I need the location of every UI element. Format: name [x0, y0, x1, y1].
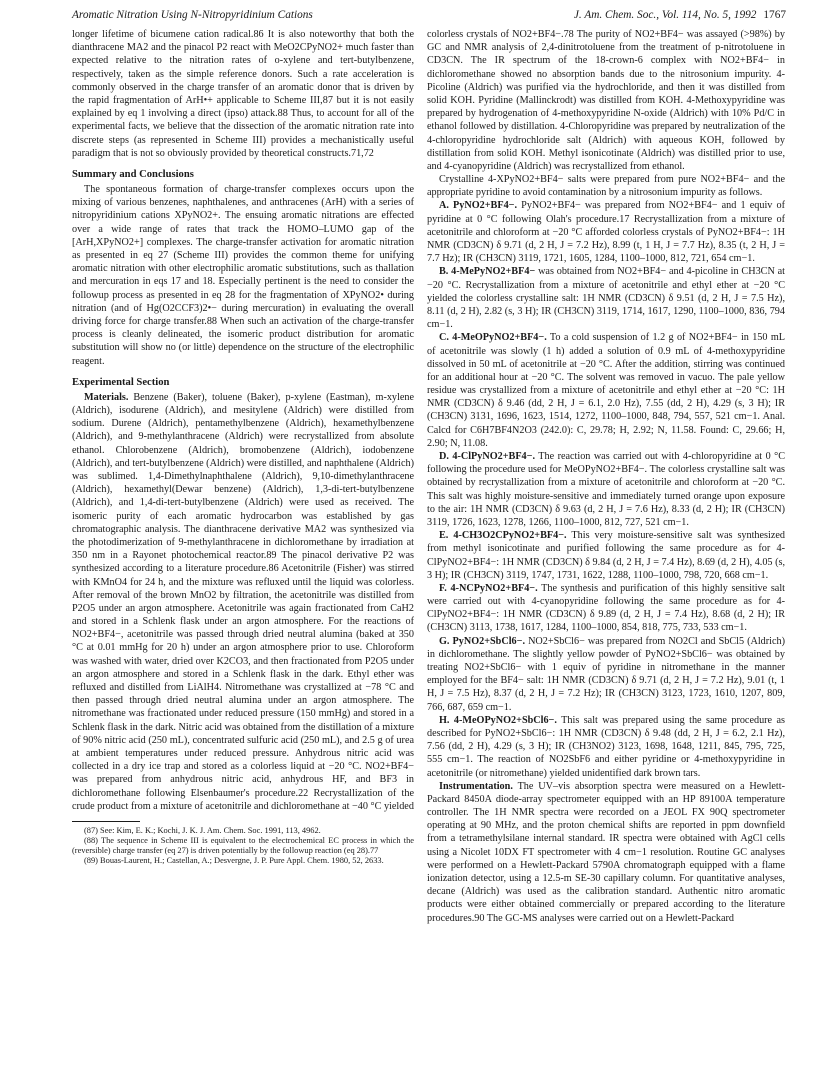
run-in-head-e: E. 4-CH3O2CPyNO2+BF4−. — [439, 530, 567, 542]
prep-d-text: The reaction was carried out with 4-chloropyridine at 0 °C following the procedure used for MeOPyNO2+BF4−. The colorless crystalline salt was obtained by recrystallization from a mixture of acetonitrile and chloroform at −20 °C. This salt was highly moisture-sensitive and immediately turned orange upon exposure to the air: 1H NMR (CD3CN) δ 9.63 (d, 2 H, J = 7.6 Hz), 8.33 (d, 2 H); IR (CH3CN) 3119, 1726, 1623, 1278, 1266, 1100–1000, 812, 727, 521 cm−1. — [427, 451, 786, 528]
prep-g-text: NO2+SbCl6− was prepared from NO2Cl and SbCl5 (Aldrich) in dichloromethane. The slightly yellow powder of PyNO2+SbCl6− was obtained by treating NO2+SbCl6− with 1 equiv of pyridine in nitromethane in the manner employed for the BF4− salt: 1H NMR (CD3CN) δ 9.71 (d, 2 H, J = 7.2 Hz), 9.01 (t, 1 H, J = 7.5 Hz), 8.37 (d, 2 H, J = 7.2 Hz); IR (CH3CN) 3123, 1723, 1610, 1207, 809, 766, 687, 659 cm−1. — [427, 635, 786, 713]
prep-h-text: This salt was prepared using the same procedure as described for PyNO2+SbCl6−: 1H NMR (CD3CN) δ 9.48 (dd, 2 H, J = 6.2, 2.1 Hz), 7.56 (dd, 2 H), 4.29 (s, 3 H); IR (CH3NO2) 3123, 1698, 1648, 1211, 845, 795, 725, 555 cm−1. The reaction of NO2SbF6 and either pyridine or 4-methoxypyridine in acetonitrile (or nitromethane) yielded unidentified dark brown tars. — [427, 714, 785, 779]
paragraph-prep-a — [427, 199, 785, 265]
paragraph-summary: The spontaneous formation of charge-transfer complexes occurs upon the mixing of various benzenes, naphthalenes, and anthracenes (ArH) with a series of nitropyridinium cations XPyNO2+. The ensuing aromatic nitrations are effected over a wide range of rates that track the HOMO–LUMO gap of the [ArH,XPyNO2+] complexes. The charge-transfer activation for aromatic nitration as presented in eq 27 (Scheme III) provides the common theme for unifying aromatic nitration with other electrophilic aromatic substitutions, such as thallation and mercuration in eqs 17 and 18. Especially pertinent is the need to consider the followup process as presented in eq 28 for the fragmentation of XPyNO2• during nitration (and of Hg(O2CCF3)2•− during mercuration) in evaluating the overall driving force for charge transfer.88 When such an activation of the charge-transfer process is cleanly delineated, the isomeric product distribution for aromatic substitution will show no (or little) dependence on the structure of the electrophilic reagent. — [72, 184, 414, 367]
prep-e-text: This very moisture-sensitive salt was synthesized from methyl isonicotinate and purified following the same procedure as for 4-ClPyNO2+BF4−: 1H NMR (CD3CN) δ 9.84 (d, 2 H, J = 7.4 Hz), 8.69 (d, 2 H), 4.05 (s, 3 H); IR (CH3CN) 3119, 1747, 1731, 1622, 1288, 1100–1000, 798, 720, 668 cm−1. — [427, 530, 785, 581]
run-in-head-materials: Materials. — [84, 391, 129, 403]
footnote-88: (88) The sequence in Scheme III is equivalent to the electrochemical EC process in which the (reversible) charge transfer (eq 27) is driven potentially by the followup reaction (eq 28).77 — [72, 835, 414, 856]
paragraph-discussion-end: longer lifetime of bicumene cation radical.86 It is also noteworthy that both the dianthracene MA2 and the pinacol P2 react with MeO2CPyNO2+ much faster than expected relative to the nitration rates of o-xylene and tert-butylbenzene, respectively, taken as the simple reference donors. Such a rate acceleration is commonly observed in the charge transfer of an aromatic donor that is driven by the rapid fragmentation of ArH•+ applicable to Scheme III,87 but it is not easily explained by eq 1 involving a direct (ipso) attack.88 Thus, to account for all of the experimental facts, we believe that the dissection of the aromatic nitration rate into discrete steps (as represented in Scheme III) provides a mechanistically useful paradigm that is not so obviously provided by theoretical constructs.71,72 — [72, 29, 414, 159]
journal-citation: J. Am. Chem. Soc., Vol. 114, No. 5, 1992 — [573, 9, 757, 21]
prep-b-text: was obtained from NO2+BF4− and 4-picoline in CH3CN at −20 °C. Recrystallization from a mixture of acetonitrile and ethyl ether at −20 °C yielded the colorless crystalline salt: 1H NMR (CD3CN) δ 9.51 (d, 2 H, J = 7.5 Hz), 8.11 (d, 2 H), 2.82 (s, 3 H); IR (CH3CN) 3119, 1714, 1617, 1290, 1100–1000, 836, 794 cm−1. — [427, 266, 786, 331]
prep-a-text: PyNO2+BF4− was prepared from NO2+BF4− and 1 equiv of pyridine at 0 °C following Olah's procedure.17 Recrystallization from a mixture of acetonitrile and chloroform at −20 °C afforded colorless crystals of PyNO2+BF4−: 1H NMR (CD3CN) δ 9.71 (d, 2 H, J = 7.2 Hz), 8.99 (t, 1 H, J = 7.7 Hz), 8.35 (t, 2 H, J = 7.7 Hz); IR (CH3CN) 3119, 1721, 1605, 1284, 1100–1000, 812, 721, 654 cm−1. — [427, 200, 786, 265]
prep-c-text: To a cold suspension of 1.2 g of NO2+BF4− in 150 mL of acetonitrile was slowly (1 h) added a solution of 0.9 mL of 4-methoxypyridine dissolved in 50 mL of acetonitrile at −20 °C. After the addition, stirring was continued for an additional hour at −20 °C. The solvent was removed in vacuo. The pale yellow residue was crystallized from a mixture of acetonitrile and ethyl ether at −20 °C: 1H NMR (CD3CN) δ 9.46 (dd, 2 H, J = 6.1, 2.0 Hz), 7.55 (dd, 2 H), 4.29 (s, 3 H); IR (CH3CN) 3131, 1696, 1623, 1514, 1272, 1100–1000, 848, 794, 557, 521 cm−1. Anal. Calcd for C6H7BF4N2O3 (242.0): C, 29.78; H, 2.92; N, 11.58. Found: C, 29.66; H, 2.90; N, 11.08. — [427, 332, 785, 449]
paragraph-prep-d — [427, 450, 785, 529]
paragraph-instrumentation — [427, 780, 785, 925]
materials-text: Benzene (Baker), toluene (Baker), p-xylene (Eastman), m-xylene (Aldrich), isodurene (Aldrich), and mesitylene (Aldrich) were distilled from sodium. Durene (Aldrich), pentamethylbenzene (Aldrich), hexamethylbenzene (Aldrich), and 9-methylanthracene (Aldrich) were recrystallized from absolute ethanol. Chlorobenzene (Aldrich), bromobenzene (Aldrich), iodobenzene (Aldrich), and tert-butylbenzene (Aldrich) were distilled, and naphthalene (Aldrich) was sublimed. 1,4-Dimethylnaphthalene (Aldrich), 9,10-dimethylanthracene (Aldrich), hexamethyl(Dewar benzene) (Aldrich), 1,3-di-tert-butylbenzene (Aldrich), and 1,4-di-tert-butylbenzene (Aldrich) were used as received. The isomeric purity of each aromatic hydrocarbon was established by gas chromatographic analysis. The dianthracene derivative MA2 was synthesized via the photodimerization of 9-methylanthracene in dichloromethane by irradiation at 350 nm in a Rayonet photochemical reactor.89 The pinacol derivative P2 was synthesized according to a literature procedure.86 Acetonitrile (Fisher) was stirred with KMnO4 for 24 h, and the mixture was refluxed until the liquid was colorless. After removal of the brown MnO2 by filtration, the acetonitrile was distilled from P2O5 under an argon atmosphere. Acetonitrile was again fractionated from CaH2 and stored in a Schlenk flask under an argon atmosphere. For the reactions of NO2+BF4−, acetonitrile was passed through dried neutral alumina (baked at 350 °C at 0.01 mmHg for 20 h) under an argon atmosphere prior to use. Chloroform was washed with water, dried over K2CO3, and then fractionated from P2O5 under an argon atmosphere and stored in a Schlenk flask in the dark. Ethyl ether was refluxed and distilled from LiAlH4. Nitromethane was crystallized at −78 °C and then passed through dried neutral alumina under an argon atmosphere. The nitromethane was fractionated under reduced pressure (150 mmHg) and stored in a Schlenk flask in the dark. Nitric acid was obtained from the distillation of a mixture of 90% nitric acid (250 mL), concentrated sulfuric acid (250 mL), and 2.5 g of urea at ambient temperatures under reduced pressure. Anhydrous nitric acid was collected in a dry ice trap and stored as a colorless liquid at −20 °C. NO2+BF4− was prepared from anhydrous nitric acid, anhydrous HF, and BF3 in dichloromethane following Elsenbaumer's procedure.22 Recrystallization of the crude product from a mixture of acetonitrile and dichloromethane at −40 °C yielded — [72, 391, 414, 812]
paragraph-prep-b — [427, 265, 785, 331]
instrumentation-text: The UV–vis absorption spectra were measured on a Hewlett-Packard 8450A diode-array spectrometer equipped with an HP 89100A temperature controller. The 1H NMR spectra were recorded on a JEOL FX 90Q spectrometer operating at 90 MHz, and the proton chemical shifts are reported in ppm downfield from a tetramethylsilane internal standard. IR spectra were obtained with AgCl cells using a Nicolet 10DX FT spectrometer with 4 cm−1 resolution. Routine GC analyses were performed on a Hewlett-Packard 5790A chromatograph equipped with a flame ionization detector, using a 12.5-m SE-30 capillary column. For quantitative analyses, decane (Aldrich) was used as the calibration standard. Authentic nitro aromatic products were either obtained commercially or prepared according to the literature procedures.90 The GC-MS analyses were carried out on a Hewlett-Packard — [427, 780, 785, 924]
run-in-head-c: C. 4-MeOPyNO2+BF4−. — [439, 332, 547, 344]
heading-experimental: Experimental Section — [72, 376, 170, 388]
run-in-head-f: F. 4-NCPyNO2+BF4−. — [439, 582, 538, 594]
page-number: 1767 — [763, 9, 786, 21]
run-in-head-b: B. 4-MePyNO2+BF4− — [439, 266, 536, 278]
paragraph-prep-f — [427, 582, 785, 635]
running-head-journal — [574, 9, 786, 21]
left-column — [72, 28, 414, 1032]
footnote-87: (87) See: Kim, E. K.; Kochi, J. K. J. Am. Chem. Soc. 1991, 113, 4962. — [84, 825, 321, 835]
run-in-head-g: G. PyNO2+SbCl6−. — [439, 635, 525, 647]
paragraph-prep-e — [427, 529, 785, 582]
run-in-head-a: A. PyNO2+BF4−. — [439, 200, 518, 212]
prep-f-text: The synthesis and purification of this highly sensitive salt were carried out with 4-cyanopyridine following the same procedure as for 4-ClPyNO2+BF4−: 1H NMR (CD3CN) δ 9.89 (d, 2 H, J = 7.4 Hz), 8.68 (d, 2 H); IR (CH3CN) 3113, 1738, 1617, 1284, 1100–1000, 854, 818, 775, 733, 533 cm−1. — [427, 582, 785, 634]
footnote-89: (89) Bouas-Laurent, H.; Castellan, A.; Desvergne, J. P. Pure Appl. Chem. 1980, 52, 2633. — [84, 856, 384, 866]
paragraph-prep-c — [427, 331, 785, 450]
paragraph-nitronium-purity: colorless crystals of NO2+BF4−.78 The purity of NO2+BF4− was assayed (>98%) by GC and NMR analysis of 2,4-dinitrotoluene from the treatment of p-nitrotoluene in CD3CN. The IR spectrum of the 18-crown-6 complex with NO2+BF4− in dichloromethane showed no absorption bands due to the nitrosonium impurity. 4-Picoline (Aldrich) was purified via the hydrochloride, and then it was distilled from solid KOH. Pyridine (Mallinckrodt) was distilled from KOH. 4-Methoxypyridine was prepared by hydrogenation of 4-methoxypyridine N-oxide (Aldrich) with 10% Pd/C in ethanol followed by distillation. 4-Chloropyridine was prepared by neutralization of the 4-chloropyridine hydrochloride salt (Aldrich) with aqueous KOH, followed by distillation from solid KOH. Methyl isonicotinate (Aldrich) was distilled prior to use, and 4-cyanopyridine (Aldrich) was recrystallized from ethanol. — [427, 29, 785, 172]
running-head-title: Aromatic Nitration Using N-Nitropyridinium Cations — [72, 9, 313, 21]
run-in-head-instrumentation: Instrumentation. — [439, 780, 513, 792]
paragraph-crystalline-salts: Crystalline 4-XPyNO2+BF4− salts were prepared from pure NO2+BF4− and the appropriate pyridine to avoid contamination by a nitrosonium impurity as follows. — [427, 174, 785, 199]
paragraph-materials — [72, 391, 414, 813]
right-column — [427, 28, 785, 1058]
footnote-rule — [72, 821, 140, 822]
paragraph-prep-h — [427, 714, 785, 780]
run-in-head-h: H. 4-MeOPyNO2+SbCl6−. — [439, 714, 557, 726]
paragraph-prep-g — [427, 635, 785, 714]
heading-summary: Summary and Conclusions — [72, 168, 194, 180]
run-in-head-d: D. 4-ClPyNO2+BF4−. — [439, 451, 535, 462]
